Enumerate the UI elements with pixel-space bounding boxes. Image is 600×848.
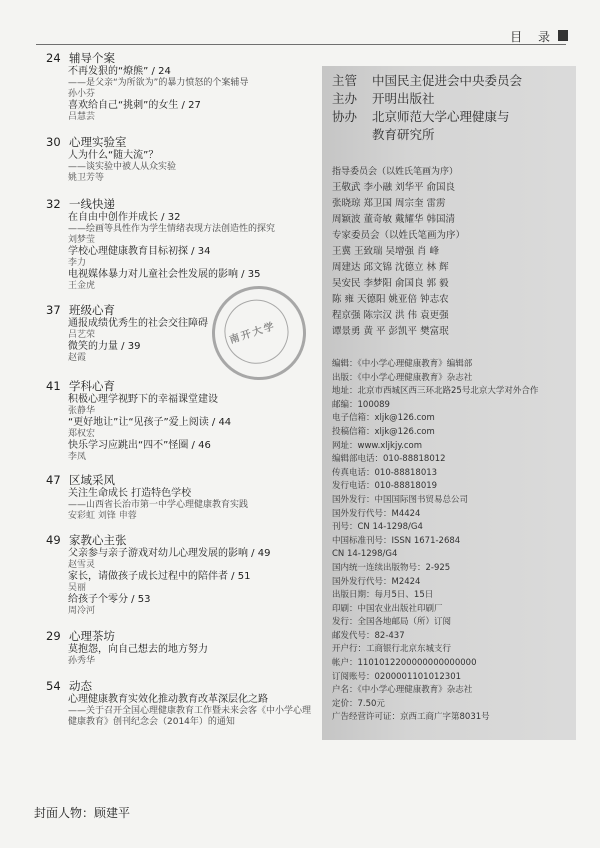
article-author: 李凤	[68, 452, 87, 462]
article-author: 周冷河	[68, 606, 96, 616]
imprint-line: 邮编：100089	[332, 399, 390, 410]
article-subtitle: ——谈实验中被人从众实验	[68, 162, 177, 172]
section-title: 班级心育	[69, 303, 115, 317]
cover-person-label: 封面人物：顾建平	[34, 806, 131, 820]
article-title: 积极心理学视野下的幸福课堂建设	[68, 394, 218, 405]
imprint-line: 电子信箱：xljk@126.com	[332, 413, 435, 424]
masthead-panel	[322, 66, 576, 740]
imprint-line: 国外发行代号：M2424	[332, 576, 421, 587]
masthead-value: 开明出版社	[372, 91, 435, 106]
imprint-line: 传真电话：010-88818013	[332, 467, 438, 478]
toc-section-news	[46, 678, 318, 728]
imprint-line: 广告经营许可证：京西工商广字第8031号	[332, 712, 490, 723]
board-names-row: 吴安民 李梦阳 俞国良 郭 毅	[332, 278, 449, 289]
toc-article[interactable]	[68, 571, 318, 594]
toc-article[interactable]	[68, 440, 318, 463]
board-names-row: 谭景勇 黄 平 彭凯平 樊富珉	[332, 326, 449, 337]
toc-article[interactable]	[68, 66, 318, 100]
toc-article[interactable]	[68, 100, 318, 123]
article-author: 吕艺荣	[68, 330, 96, 340]
article-title: 快乐学习应跳出“四不”怪圈 / 46	[68, 440, 211, 451]
article-title: 不再发狠的“燎熊” / 24	[68, 66, 171, 77]
section-title: 学科心育	[69, 379, 115, 393]
toc-section-family-education	[46, 532, 318, 617]
imprint-line: 印刷：中国农业出版社印刷厂	[332, 603, 443, 614]
publication-imprint	[332, 358, 568, 725]
board-names-row: 程京强 陈宗汉 洪 伟 袁更强	[332, 310, 449, 321]
page-header-title: 目 录	[510, 30, 556, 44]
article-title: 电视媒体暴力对儿童社会性发展的影响 / 35	[68, 269, 261, 280]
toc-article[interactable]	[68, 394, 318, 417]
masthead-value: 教育研究所	[372, 127, 435, 142]
imprint-line: 发行：全国各地邮局（所）订阅	[332, 617, 452, 628]
section-title: 辅导个案	[69, 51, 115, 65]
board-names-row: 周建达 邱文锦 沈德立 林 辉	[332, 262, 449, 273]
imprint-line: 订阅账号：0200001101012301	[332, 671, 462, 682]
section-page-number: 24	[46, 51, 61, 65]
article-author: 赵雪灵	[68, 560, 96, 570]
imprint-line: 编辑：《中小学心理健康教育》编辑部	[332, 359, 473, 369]
section-title: 一线快递	[69, 197, 115, 211]
toc-section-subject-education	[46, 378, 318, 463]
toc-article[interactable]	[68, 246, 318, 269]
imprint-line: 编辑部电话：010-88818012	[332, 454, 446, 465]
masthead-row	[332, 72, 568, 90]
article-author: 张静华	[68, 406, 96, 416]
board-names-row: 陈 雍 天德阳 姚亚倍 钟志农	[332, 294, 449, 305]
article-title: 父亲参与亲子游戏对幼儿心理发展的影响 / 49	[68, 548, 271, 559]
imprint-line: 户名：《中小学心理健康教育》杂志社	[332, 685, 473, 696]
masthead-key: 协办	[332, 109, 358, 124]
masthead-value: 中国民主促进会中央委员会	[372, 73, 523, 88]
article-author: 吴丽	[68, 583, 87, 593]
toc-section-regional	[46, 472, 318, 522]
imprint-line: 地址：北京市西城区西三环北路25号北京大学对外合作	[332, 386, 539, 397]
board-names-row: 王冀 王致瑞 吴增强 肖 峰	[332, 246, 440, 257]
section-title: 区域采风	[69, 473, 115, 487]
imprint-line: 帐户：1101012200000000000000	[332, 658, 477, 669]
advisory-board	[332, 164, 568, 340]
section-title: 动态	[69, 679, 92, 693]
toc-article[interactable]	[68, 694, 318, 728]
imprint-line: 邮发代号：82-437	[332, 630, 405, 641]
article-subtitle: ——是父亲“为所欲为”的暴力愤怒的个案辅导	[68, 78, 249, 88]
article-author: 安彩虹 刘锋 申蓉	[68, 511, 137, 521]
board-names-row: 王敬武 李小融 刘华平 俞国良	[332, 182, 456, 193]
section-page-number: 54	[46, 679, 61, 693]
imprint-line: 国内统一连续出版物号：2-925	[332, 562, 451, 573]
toc-article[interactable]	[68, 594, 318, 617]
toc-section-frontline	[46, 196, 318, 292]
section-page-number: 49	[46, 533, 61, 547]
section-page-number: 47	[46, 473, 61, 487]
section-title: 心理茶坊	[69, 629, 115, 643]
article-title: 喜欢给自己“挑刺”的女生 / 27	[68, 100, 201, 111]
article-author: 王金虎	[68, 281, 96, 291]
article-title: 在自由中创作并成长 / 32	[68, 212, 181, 223]
imprint-line: 国外发行代号：M4424	[332, 508, 421, 519]
masthead-row	[332, 108, 568, 126]
header-rule	[36, 44, 566, 45]
toc-article[interactable]	[68, 548, 318, 571]
article-author: 赵霞	[68, 353, 87, 363]
article-title: 关注生命成长 打造特色学校	[68, 488, 192, 499]
article-author: 郑权宏	[68, 429, 96, 439]
toc-article[interactable]	[68, 150, 318, 184]
article-title: 人为什么“随大流”？	[68, 150, 159, 161]
board-names-row: 周颖波 董奇敏 戴耀华 韩国清	[332, 214, 456, 225]
imprint-line: 开户行：工商银行北京东城支行	[332, 644, 452, 655]
toc-article[interactable]	[68, 417, 318, 440]
imprint-line: 发行电话：010-88818019	[332, 481, 438, 492]
imprint-line: 刊号：CN 14-1298/G4	[332, 522, 423, 533]
article-title: 学校心理健康教育目标初探 / 34	[68, 246, 211, 257]
toc-article[interactable]	[68, 488, 318, 522]
section-page-number: 41	[46, 379, 61, 393]
toc-article[interactable]	[68, 269, 318, 292]
section-title: 家教心主张	[69, 533, 127, 547]
article-author: 刘梦莹	[68, 235, 96, 245]
article-title: 微笑的力量 / 39	[68, 341, 141, 352]
toc-section-psych-tea	[46, 628, 318, 667]
masthead-row	[332, 126, 568, 144]
section-page-number: 29	[46, 629, 61, 643]
article-author: 孙小芬	[68, 89, 96, 99]
imprint-line: 定价：7.50元	[332, 698, 385, 709]
stamp-text: 南开大学	[228, 320, 278, 347]
header-marker-block	[558, 30, 568, 41]
toc-section-psych-lab	[46, 134, 318, 184]
imprint-line: 投稿信箱：xljk@126.com	[332, 426, 435, 437]
masthead-value: 北京师范大学心理健康与	[372, 109, 510, 124]
toc-article[interactable]	[68, 212, 318, 246]
section-title: 心理实验室	[69, 135, 127, 149]
imprint-line: 中国标准刊号：ISSN 1671-2684	[332, 535, 461, 546]
article-author: 吕慧芸	[68, 112, 96, 122]
article-author: 姚卫芳等	[68, 173, 105, 183]
article-title: 给孩子个零分 / 53	[68, 594, 151, 605]
masthead-row	[332, 90, 568, 108]
article-subtitle: ——山西省长治市第一中学心理健康教育实践	[68, 500, 249, 510]
board-names-row: 张晓琼 郑卫国 周宗奎 雷雳	[332, 198, 446, 209]
imprint-line: CN 14-1298/G4	[332, 549, 398, 560]
masthead-key: 主办	[332, 91, 358, 106]
article-author: 李力	[68, 258, 87, 268]
board-names-row: 专家委员会（以姓氏笔画为序）	[332, 230, 466, 241]
masthead-key: 主管	[332, 73, 358, 88]
article-title: “更好地让”让“见孩子”爱上阅读 / 44	[68, 417, 232, 428]
article-author: 孙秀华	[68, 656, 96, 666]
article-title: 通报成绩优秀生的社会交往障碍	[68, 318, 208, 329]
imprint-line: 网址：www.xljkjy.com	[332, 440, 422, 451]
board-heading: 指导委员会（以姓氏笔画为序）	[332, 167, 459, 177]
toc-section-guidance-cases	[46, 50, 318, 123]
article-subtitle: ——关于召开全国心理健康教育工作暨未来会客《中小学心理健康教育》创刊纪念会（2014年）的通知	[68, 706, 312, 727]
section-page-number: 30	[46, 135, 61, 149]
article-title: 莫抱怨，向自己想去的地方努力	[68, 644, 208, 655]
article-title: 心理健康教育实效化推动教育改革深层化之路	[68, 694, 268, 705]
toc-article[interactable]	[68, 644, 318, 667]
article-title: 家长，请做孩子成长过程中的陪伴者 / 51	[68, 571, 251, 582]
section-page-number: 37	[46, 303, 61, 317]
imprint-line: 出版日期：每月5日、15日	[332, 590, 434, 601]
section-page-number: 32	[46, 197, 61, 211]
article-subtitle: ——绘画等具性作为学生情绪表现方法创造性的探究	[68, 224, 276, 234]
masthead-organizations	[332, 72, 568, 144]
imprint-line: 出版：《中小学心理健康教育》杂志社	[332, 372, 473, 383]
imprint-line: 国外发行：中国国际图书贸易总公司	[332, 494, 469, 505]
